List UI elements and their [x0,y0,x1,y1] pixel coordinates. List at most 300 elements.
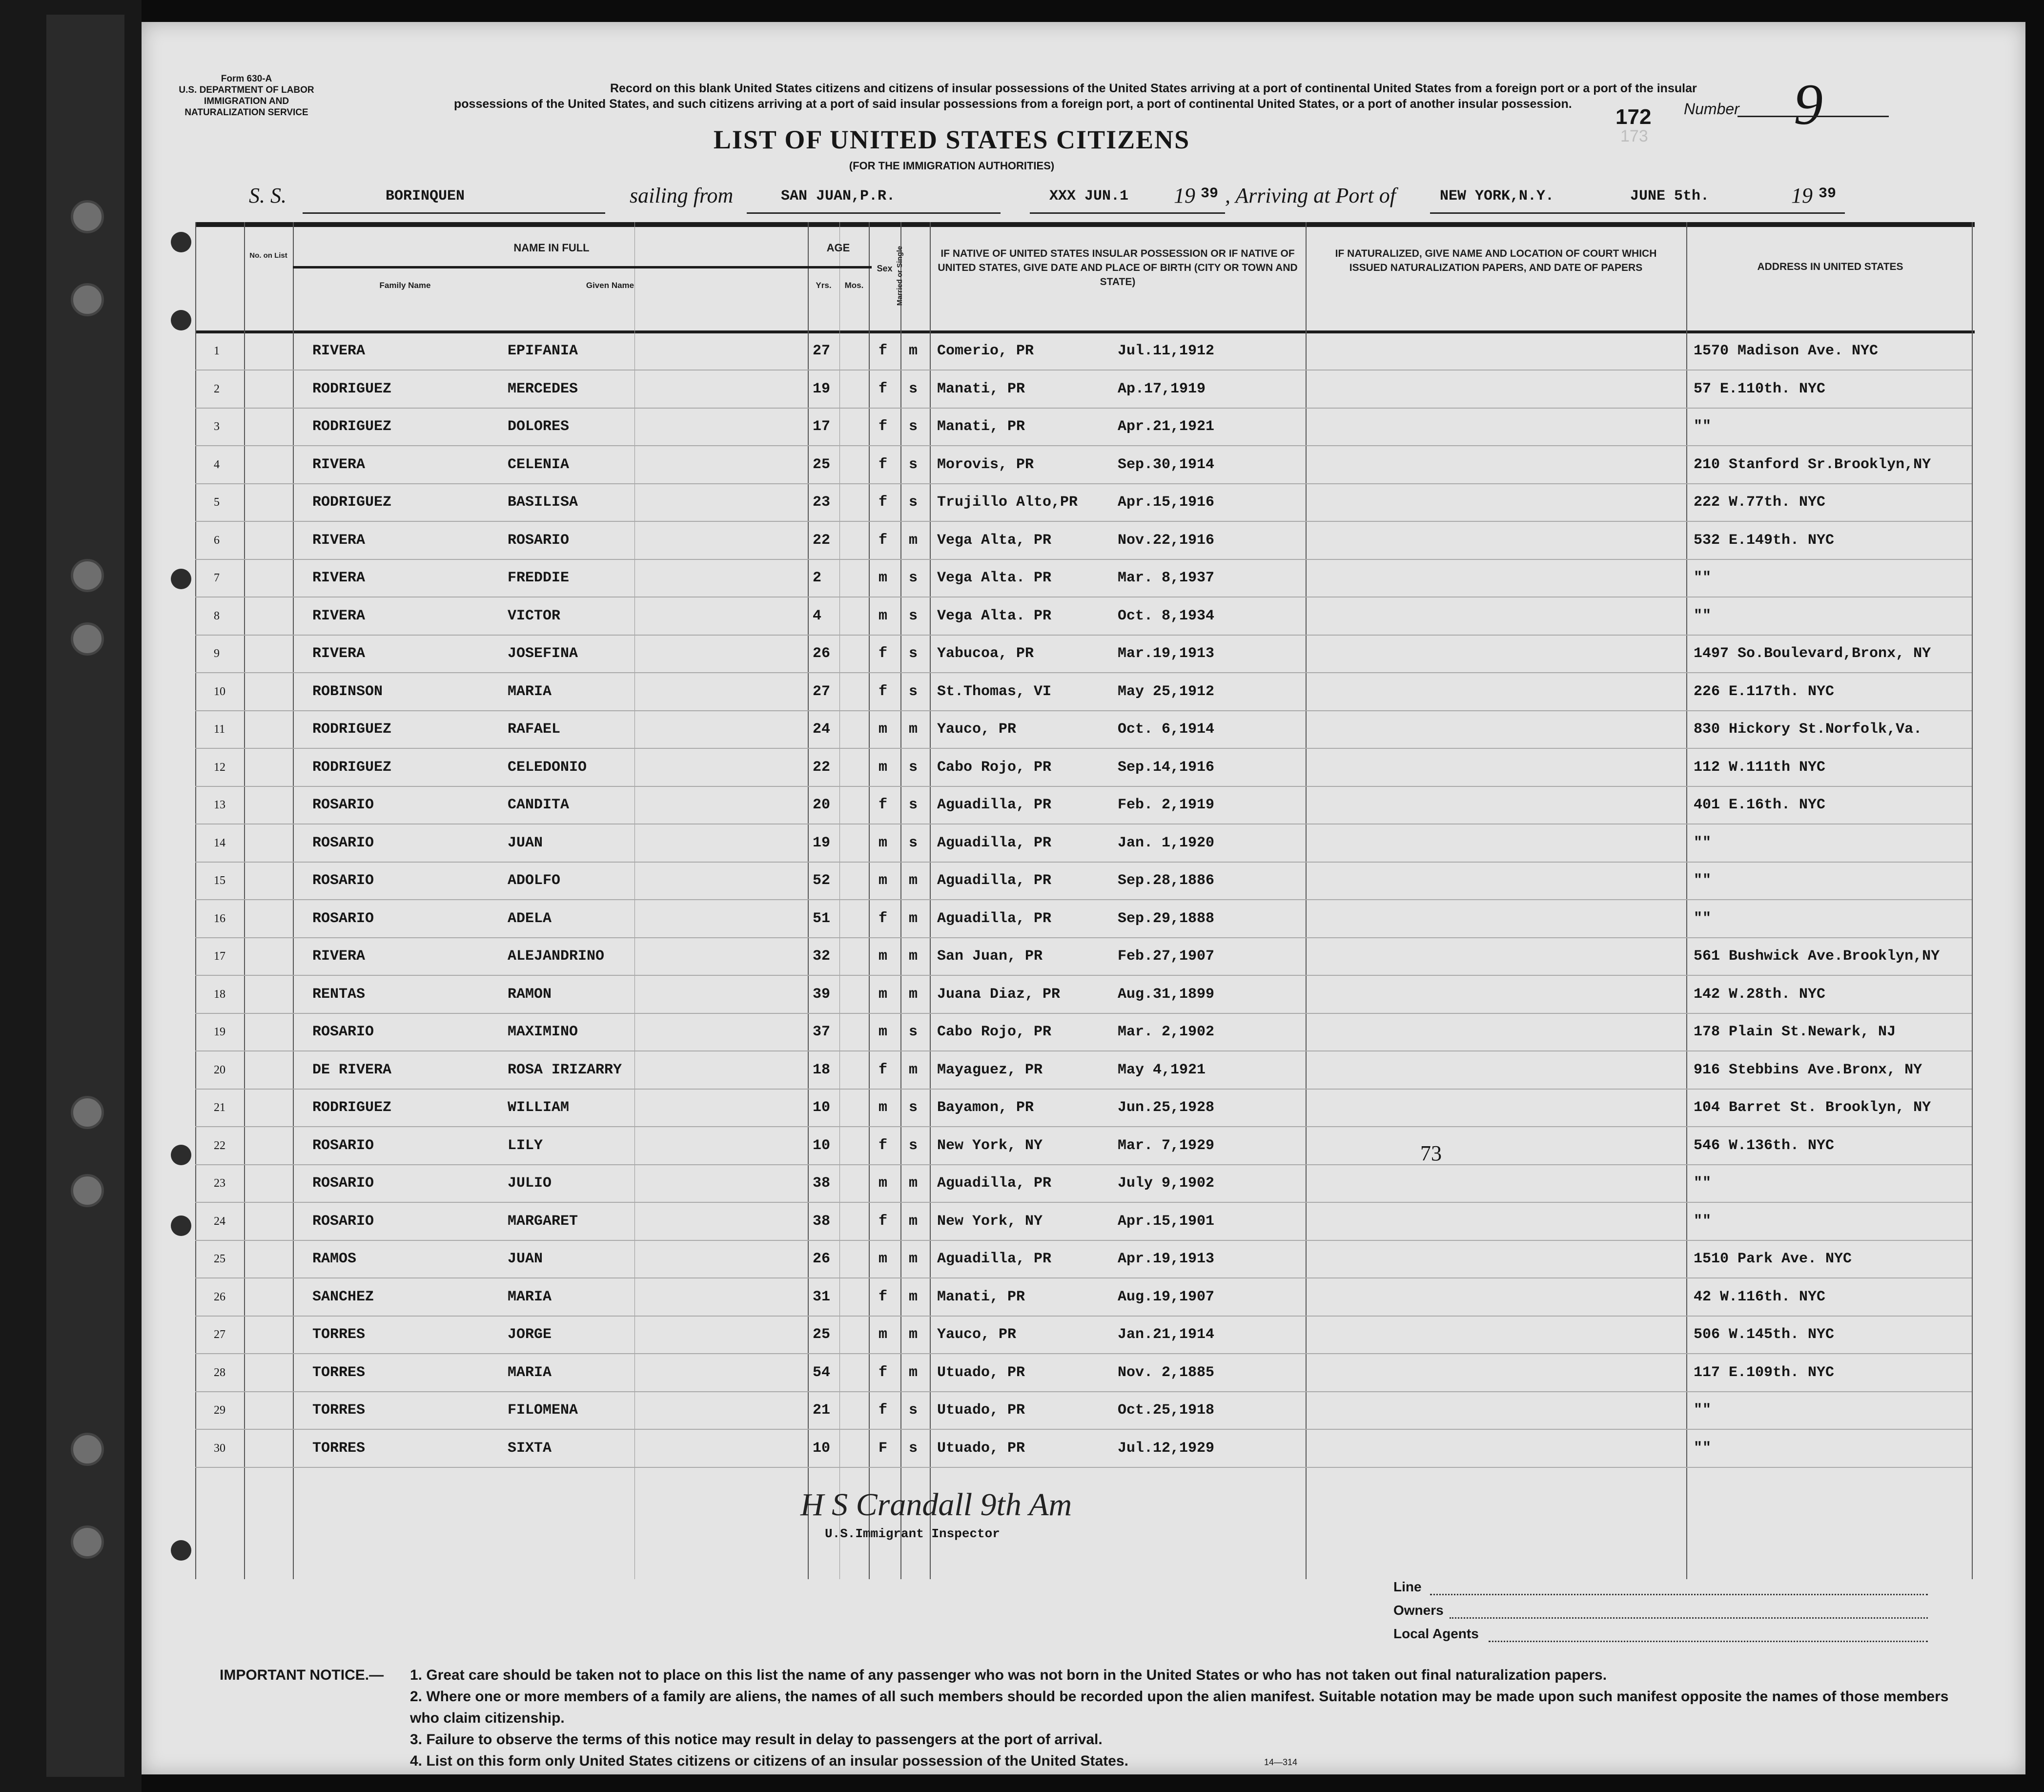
inspector-signature: H S Crandall 9th Am [800,1487,1072,1523]
punch-hole [171,1540,191,1561]
birth-date: Apr.15,1901 [1118,1213,1215,1230]
address: 1510 Park Ave. NYC [1694,1251,1852,1267]
family-name: DE RIVERA [312,1061,392,1078]
marital-status: s [909,834,918,851]
birth-date: Nov.22,1916 [1118,532,1215,549]
row-number: 27 [214,1328,225,1341]
age-years: 18 [813,1061,831,1078]
birth-place: Mayaguez, PR [937,1061,1043,1078]
birth-date: Aug.19,1907 [1118,1288,1215,1305]
row-number: 1 [214,345,220,357]
sex: m [879,948,888,965]
address: "" [1694,1213,1712,1230]
family-name: SANCHEZ [312,1288,374,1305]
family-name: TORRES [312,1326,366,1343]
family-name: ROBINSON [312,683,383,700]
header-birth: IF NATIVE OF UNITED STATES INSULAR POSSESSION OR IF NATIVE OF UNITED STATES, GIVE DATE AND PLACE OF BIRTH (CITY OR TOWN AND STATE) [938,248,1298,288]
punch-hole [171,1145,191,1165]
birth-date: Mar. 8,1937 [1118,570,1215,586]
sex: f [879,1402,888,1419]
punch-hole [171,232,191,252]
address: 546 W.136th. NYC [1694,1137,1835,1154]
given-name: EPIFANIA [508,343,578,359]
row-number: 24 [214,1215,225,1228]
birth-date: July 9,1902 [1118,1175,1215,1192]
sex: f [879,1137,888,1154]
age-years: 20 [813,797,831,813]
family-name: RIVERA [312,570,366,586]
form-id-line: U.S. DEPARTMENT OF LABOR [179,85,314,95]
birth-place: Manati, PR [937,418,1025,435]
birth-place: Manati, PR [937,380,1025,397]
address: "" [1694,418,1712,435]
address: 178 Plain St.Newark, NJ [1694,1024,1896,1040]
birth-date: Jan.21,1914 [1118,1326,1215,1343]
table-row [195,1240,1972,1278]
table-row [195,710,1972,749]
binder-hole [71,559,104,592]
given-name: DOLORES [508,418,570,435]
family-name: ROSARIO [312,872,374,889]
table-row [195,597,1972,636]
birth-date: Apr.21,1921 [1118,418,1215,435]
address: 1497 So.Boulevard,Bronx, NY [1694,645,1931,662]
form-intro-text: Record on this blank United States citizens and citizens of insular possessions of the United States arriving at a port of continental United States from a foreign port or a port of the insular possessions of the United States, and such citizens arriving at a port of said insular possessions from a foreign port, a port of continental United States, or a port of another insular possession. [454,82,1697,111]
birth-place: New York, NY [937,1137,1043,1154]
age-years: 27 [813,343,831,359]
birth-date: Jun.25,1928 [1118,1099,1215,1116]
age-years: 23 [813,494,831,511]
sex: f [879,1364,888,1381]
sex: m [879,1024,888,1040]
form-code: 14—314 [1264,1757,1298,1767]
address: "" [1694,910,1712,927]
passenger-table [195,222,1972,1579]
table-row [195,1429,1972,1468]
birth-date: Apr.15,1916 [1118,494,1215,511]
binder-hole [71,1525,104,1559]
birth-date: May 25,1912 [1118,683,1215,700]
birth-place: Morovis, PR [937,456,1034,473]
binder-hole [71,283,104,316]
family-name: TORRES [312,1364,366,1381]
table-row [195,1278,1972,1317]
family-name: RODRIGUEZ [312,759,392,776]
family-name: RODRIGUEZ [312,418,392,435]
birth-place: Vega Alta. PR [937,570,1052,586]
document-page [142,22,2025,1774]
table-row [195,824,1972,863]
given-name: CELENIA [508,456,570,473]
sex: f [879,910,888,927]
sex: f [879,683,888,700]
birth-date: Nov. 2,1885 [1118,1364,1215,1381]
sex: f [879,1288,888,1305]
given-name: ADOLFO [508,872,561,889]
row-number: 30 [214,1442,225,1455]
birth-date: May 4,1921 [1118,1061,1206,1078]
sex: f [879,1213,888,1230]
sex: f [879,1061,888,1078]
address: 57 E.110th. NYC [1694,380,1826,397]
row-number: 16 [214,912,225,925]
given-name: BASILISA [508,494,578,511]
row-number: 26 [214,1290,225,1303]
table-row [195,559,1972,597]
sex: f [879,343,888,359]
birth-place: Utuado, PR [937,1440,1025,1457]
row-number: 19 [214,1026,225,1038]
given-name: CELEDONIO [508,759,587,776]
ghost-stamp: 173 [1620,127,1648,145]
notice-item: 2. Where one or more members of a family are aliens, the names of all such members should be recorded upon the alien manifest. Suitable notation may be made upon such manifest opposite the names of those members who claim citizenship. [410,1689,1949,1726]
birth-place: Yabucoa, PR [937,645,1034,662]
address: 401 E.16th. NYC [1694,797,1826,813]
given-name: ROSA IRIZARRY [508,1061,622,1078]
sex: m [879,1099,888,1116]
birth-date: Sep.29,1888 [1118,910,1215,927]
owners-label: Owners [1393,1603,1444,1618]
birth-place: Cabo Rojo, PR [937,759,1052,776]
inspector-title: U.S.Immigrant Inspector [825,1526,1000,1541]
field-underline [1430,212,1845,214]
birth-place: Aguadilla, PR [937,797,1052,813]
row-number: 9 [214,647,220,660]
given-name: LILY [508,1137,543,1154]
row-number: 11 [214,723,225,736]
header-family-name: Family Name [379,281,431,290]
year-suffix: 39 [1201,185,1219,202]
row-number: 4 [214,458,220,471]
sex: f [879,645,888,662]
table-row [195,748,1972,787]
marital-status: s [909,570,918,586]
sex: m [879,1326,888,1343]
birth-place: San Juan, PR [937,948,1043,965]
punch-hole [171,1215,191,1236]
birth-place: Utuado, PR [937,1402,1025,1419]
marital-status: m [909,1213,918,1230]
age-years: 25 [813,456,831,473]
birth-place: Vega Alta. PR [937,607,1052,624]
sex: f [879,532,888,549]
family-name: TORRES [312,1402,366,1419]
given-name: MARIA [508,683,552,700]
address: 210 Stanford Sr.Brooklyn,NY [1694,456,1931,473]
agents-field [1489,1641,1928,1642]
age-years: 10 [813,1440,831,1457]
birth-date: Jul.12,1929 [1118,1440,1215,1457]
family-name: ROSARIO [312,797,374,813]
family-name: RENTAS [312,986,366,1003]
given-name: JUAN [508,834,543,851]
birth-place: New York, NY [937,1213,1043,1230]
given-name: JUAN [508,1251,543,1267]
departure-date: XXX JUN.1 [1049,188,1129,205]
age-years: 22 [813,532,831,549]
family-name: RIVERA [312,456,366,473]
sex: m [879,759,888,776]
family-name: TORRES [312,1440,366,1457]
row-number: 3 [214,420,220,433]
birth-date: Oct. 6,1914 [1118,721,1215,738]
address: 561 Bushwick Ave.Brooklyn,NY [1694,948,1940,965]
table-row [195,408,1972,446]
family-name: ROSARIO [312,1175,374,1192]
age-years: 22 [813,759,831,776]
birth-date: Feb.27,1907 [1118,948,1215,965]
marital-status: s [909,759,918,776]
age-years: 10 [813,1099,831,1116]
year-prefix: 19 [1174,184,1195,207]
marital-status: s [909,1099,918,1116]
binder-hole [71,1174,104,1207]
age-years: 38 [813,1175,831,1192]
sex: m [879,607,888,624]
age-years: 10 [813,1137,831,1154]
birth-place: Aguadilla, PR [937,872,1052,889]
table-row [195,521,1972,560]
birth-place: St.Thomas, VI [937,683,1052,700]
row-number: 28 [214,1366,225,1379]
address: 117 E.109th. NYC [1694,1364,1835,1381]
given-name: SIXTA [508,1440,552,1457]
given-name: JOSEFINA [508,645,578,662]
field-underline [303,212,605,214]
notice-item: 4. List on this form only United States citizens or citizens of an insular possession of the United States. [410,1753,1128,1769]
age-years: 26 [813,645,831,662]
header-address: ADDRESS IN UNITED STATES [1757,261,1903,272]
table-row [195,975,1972,1014]
birth-place: Comerio, PR [937,343,1034,359]
address: "" [1694,1440,1712,1457]
table-row [195,1354,1972,1392]
given-name: JULIO [508,1175,552,1192]
column-divider [1972,222,1973,1579]
given-name: ALEJANDRINO [508,948,605,965]
arrival-port: NEW YORK,N.Y. [1440,188,1554,205]
given-name: MARIA [508,1364,552,1381]
marital-status: m [909,910,918,927]
marital-status: s [909,380,918,397]
binder-hole [71,1096,104,1129]
table-row [195,370,1972,409]
family-name: RODRIGUEZ [312,494,392,511]
table-row [195,862,1972,900]
table-row [195,673,1972,711]
given-name: MAXIMINO [508,1024,578,1040]
address: 42 W.116th. NYC [1694,1288,1826,1305]
header-given-name: Given Name [586,281,634,290]
given-name: RAMON [508,986,552,1003]
age-years: 2 [813,570,822,586]
row-number: 6 [214,534,220,547]
marital-status: s [909,418,918,435]
row-number: 13 [214,799,225,811]
arriving-label: , Arriving at Port of [1225,184,1396,207]
table-row [195,937,1972,976]
ship-name: BORINQUEN [386,188,465,205]
sex: f [879,797,888,813]
age-years: 39 [813,986,831,1003]
birth-place: Trujillo Alto,PR [937,494,1078,511]
row-number: 23 [214,1177,225,1190]
given-name: JORGE [508,1326,552,1343]
family-name: RODRIGUEZ [312,1099,392,1116]
address: 532 E.149th. NYC [1694,532,1835,549]
given-name: WILLIAM [508,1099,570,1116]
family-name: RODRIGUEZ [312,380,392,397]
field-underline [1030,212,1225,214]
form-id-line: Form 630-A [221,74,272,84]
given-name: ROSARIO [508,532,570,549]
address: 226 E.117th. NYC [1694,683,1835,700]
marital-status: m [909,1326,918,1343]
sex: m [879,986,888,1003]
birth-place: Aguadilla, PR [937,910,1052,927]
birth-place: Aguadilla, PR [937,834,1052,851]
header-married-single: Married or Single [896,246,904,306]
marital-status: s [909,645,918,662]
header-naturalized: IF NATURALIZED, GIVE NAME AND LOCATION OF COURT WHICH ISSUED NATURALIZATION PAPERS, AND DATE OF PAPERS [1335,248,1657,273]
birth-date: Oct. 8,1934 [1118,607,1215,624]
sex: f [879,380,888,397]
binder-hole [71,622,104,656]
row-number: 8 [214,609,220,622]
age-years: 19 [813,380,831,397]
owners-field [1450,1617,1928,1619]
address: 506 W.145th. NYC [1694,1326,1835,1343]
notice-item: 1. Great care should be taken not to place on this list the name of any passenger who was not born in the United States or who has not taken out final naturalization papers. [410,1667,1607,1683]
address: 104 Barret St. Brooklyn, NY [1694,1099,1931,1116]
marital-status: m [909,1251,918,1267]
table-row [195,1316,1972,1354]
punch-hole [171,569,191,589]
given-name: ADELA [508,910,552,927]
marital-status: m [909,872,918,889]
table-row [195,1164,1972,1203]
row-number: 25 [214,1253,225,1265]
marital-status: m [909,1288,918,1305]
age-years: 32 [813,948,831,965]
sex: F [879,1440,888,1457]
sex: m [879,834,888,851]
marital-status: s [909,797,918,813]
family-name: ROSARIO [312,1137,374,1154]
sailing-label: sailing from [630,184,734,207]
given-name: FILOMENA [508,1402,578,1419]
table-row [195,446,1972,484]
number-underline [1737,116,1889,117]
row-number: 17 [214,950,225,963]
row-number: 5 [214,496,220,509]
marital-status: s [909,607,918,624]
binder-hole [71,1433,104,1466]
marital-status: s [909,1402,918,1419]
sheet-number: 9 [1794,72,1823,137]
given-name: RAFAEL [508,721,561,738]
sex: m [879,1251,888,1267]
table-row [195,1127,1972,1165]
marital-status: m [909,948,918,965]
marital-status: m [909,1061,918,1078]
row-number: 7 [214,572,220,584]
family-name: ROSARIO [312,834,374,851]
marital-status: s [909,1024,918,1040]
sex: m [879,872,888,889]
field-underline [747,212,1001,214]
birth-date: Sep.14,1916 [1118,759,1215,776]
form-identifier [151,73,342,118]
header-sex: Sex [877,264,893,273]
birth-place: Yauco, PR [937,721,1017,738]
row-number: 15 [214,874,225,887]
page-subtitle: (FOR THE IMMIGRATION AUTHORITIES) [849,160,1055,172]
ss-label: S. S. [249,184,286,207]
age-years: 27 [813,683,831,700]
family-name: ROSARIO [312,1024,374,1040]
notice-heading: IMPORTANT NOTICE.— [220,1667,384,1683]
agents-label: Local Agents [1393,1626,1479,1641]
sex: m [879,570,888,586]
birth-date: Mar. 2,1902 [1118,1024,1215,1040]
age-years: 21 [813,1402,831,1419]
birth-date: Jan. 1,1920 [1118,834,1215,851]
birth-place: Yauco, PR [937,1326,1017,1343]
table-row [195,332,1972,371]
row-number: 18 [214,988,225,1001]
marital-status: s [909,683,918,700]
table-row [195,1391,1972,1430]
age-years: 38 [813,1213,831,1230]
address: "" [1694,607,1712,624]
table-row [195,635,1972,673]
address: 112 W.111th NYC [1694,759,1826,776]
age-years: 24 [813,721,831,738]
departure-port: SAN JUAN,P.R. [781,188,896,205]
line-label: Line [1393,1579,1422,1594]
arrival-date: JUNE 5th. [1630,188,1710,205]
header-age: AGE [826,242,850,254]
marital-status: m [909,1175,918,1192]
sex: m [879,721,888,738]
age-years: 31 [813,1288,831,1305]
marital-status: m [909,1364,918,1381]
birth-date: Apr.19,1913 [1118,1251,1215,1267]
binder-strip [46,15,124,1777]
sex: f [879,456,888,473]
table-top-rule [195,222,1975,227]
table-row [195,1013,1972,1051]
age-years: 37 [813,1024,831,1040]
family-name: ROSARIO [312,1213,374,1230]
handwritten-annotation: 73 [1420,1141,1442,1165]
header-yrs: Yrs. [816,281,832,290]
address: 142 W.28th. NYC [1694,986,1826,1003]
birth-place: Juana Diaz, PR [937,986,1061,1003]
page-title: LIST OF UNITED STATES CITIZENS [713,125,1190,154]
header-subrule [293,266,872,268]
birth-date: Feb. 2,1919 [1118,797,1215,813]
row-number: 22 [214,1139,225,1152]
address: 830 Hickory St.Norfolk,Va. [1694,721,1922,738]
family-name: RIVERA [312,607,366,624]
address: "" [1694,872,1712,889]
given-name: VICTOR [508,607,561,624]
address: "" [1694,570,1712,586]
notice-item: 3. Failure to observe the terms of this notice may result in delay to passengers at the port of arrival. [410,1731,1103,1748]
family-name: RIVERA [312,532,366,549]
